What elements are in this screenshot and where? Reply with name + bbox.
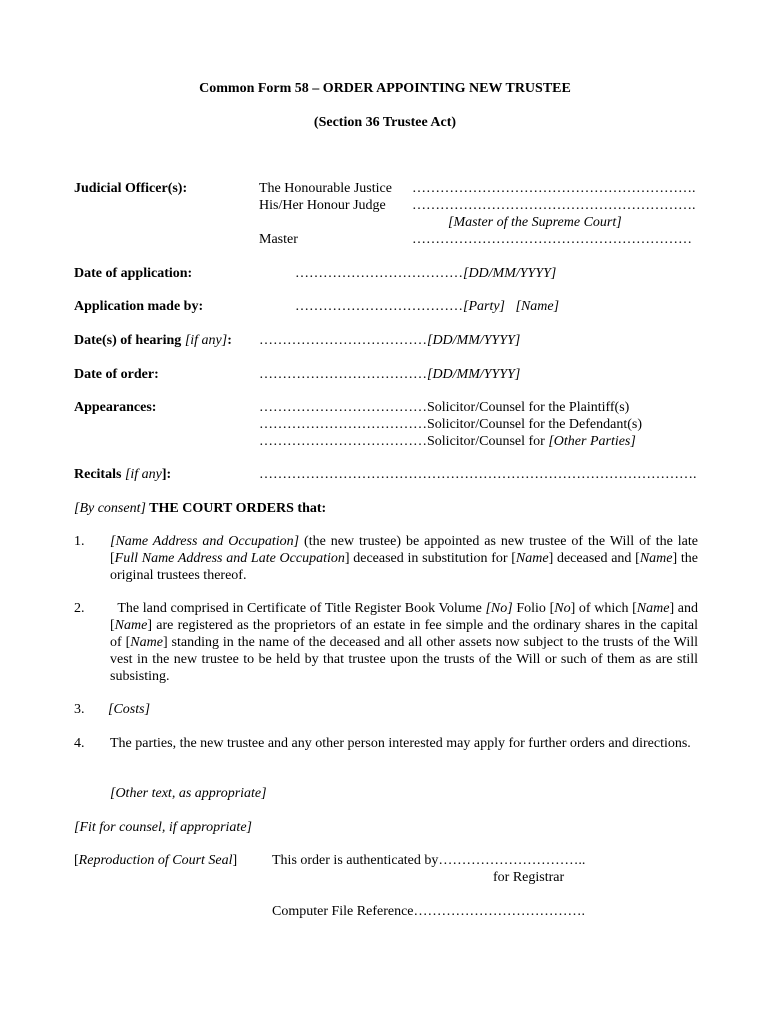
appearance-other-italic: [Other Parties]: [548, 434, 636, 449]
date-application-field: [295, 265, 556, 282]
application-by-dots: ………………………………: [295, 299, 463, 314]
item-2-volume-placeholder: [No]: [485, 601, 513, 616]
item-2-name-placeholder: Name: [636, 601, 670, 616]
orders-heading: [74, 500, 326, 517]
date-order-dots: ………………………………: [259, 367, 427, 382]
recitals-label-italic: [if any: [124, 467, 162, 482]
honourable-justice-text: The Honourable Justice: [259, 181, 392, 196]
item-2-text: [110, 600, 702, 685]
appearance-defendant: [259, 416, 642, 433]
fit-for-counsel: [Fit for counsel, if appropriate]: [74, 820, 252, 835]
item-2-name-placeholder-3: Name: [130, 635, 163, 650]
item-2-part-a: The land comprised in Certificate of Title Register Book Volume: [110, 601, 486, 616]
item-1-text: [110, 533, 698, 584]
date-hearing-label-colon: :: [227, 333, 232, 348]
appearance-defendant-dots: ………………………………: [259, 417, 427, 432]
document-subtitle: (Section 36 Trustee Act): [313, 115, 457, 130]
appearance-plaintiff-text: Solicitor/Counsel for the Plaintiff(s): [427, 400, 630, 415]
other-text: [Other text, as appropriate]: [110, 786, 267, 801]
authenticated-line: [272, 852, 585, 869]
item-2-part-e: ] of which [: [570, 601, 637, 616]
item-1-name-placeholder: [Name Address and Occupation]: [110, 534, 300, 549]
for-registrar: for Registrar: [493, 870, 565, 885]
computer-file-reference: [272, 903, 585, 920]
appearance-defendant-text: Solicitor/Counsel for the Defendant(s): [427, 417, 643, 432]
honour-judge-dots: …………………………………………………….: [412, 198, 696, 213]
file-reference-dots: ……………………………….: [413, 904, 586, 919]
document-title: Common Form 58 – ORDER APPOINTING NEW TRUSTEE: [199, 81, 571, 96]
item-2-folio-placeholder: No: [554, 601, 571, 616]
item-4-number: 4.: [74, 736, 85, 751]
appearance-plaintiff: [259, 399, 629, 416]
item-1-name-placeholder-2: Name: [515, 551, 549, 566]
seal-bracket-open: [: [74, 853, 79, 868]
application-by-value: [Party] [Name]: [463, 299, 560, 314]
authenticated-dots: …………………………..: [438, 853, 586, 868]
appearance-other-text: Solicitor/Counsel for: [427, 434, 549, 449]
item-1-part-h: ] the original trustees thereof.: [110, 551, 698, 583]
item-4-text: The parties, the new trustee and any other person interested may apply for further orders and directions.: [110, 736, 691, 751]
item-1-part-b: (the new trustee) be appointed as new trustee of the Will of the late [: [110, 534, 698, 566]
court-seal-placeholder: [74, 852, 237, 869]
item-1-fullname-placeholder: Full Name Address and Late Occupation: [114, 551, 345, 566]
item-2-part-i: ] are registered as the proprietors of an estate in fee simple and the ordinary shares in the capital of [: [110, 618, 702, 650]
date-application-dots: ………………………………: [295, 266, 463, 281]
item-2-number: 2.: [74, 601, 85, 616]
item-1-number: 1.: [74, 534, 85, 549]
appearance-plaintiff-dots: ………………………………: [259, 400, 427, 415]
date-order-label: Date of order:: [74, 367, 159, 382]
date-hearing-label-italic: [if any]: [184, 333, 228, 348]
date-application-label: Date of application:: [74, 266, 193, 281]
date-hearing-label: [74, 332, 232, 349]
master-text: Master: [259, 232, 298, 247]
item-2-part-g: ] and [: [110, 601, 702, 633]
date-application-value: [DD/MM/YYYY]: [463, 266, 557, 281]
master-supreme-court-text: [Master of the Supreme Court]: [448, 215, 622, 230]
item-2-name-placeholder-2: Name: [114, 618, 148, 633]
honour-judge-text: His/Her Honour Judge: [259, 198, 386, 213]
item-3-text: [Costs]: [108, 702, 151, 717]
application-by-field: [295, 298, 559, 315]
recitals-label-text: Recitals: [74, 467, 125, 482]
seal-bracket-close: ]: [232, 853, 238, 868]
date-hearing-dots: ………………………………: [259, 333, 427, 348]
date-order-field: [259, 366, 520, 383]
recitals-label: [74, 466, 171, 483]
recitals-dots: ………………………………………………………………………………….: [259, 467, 697, 482]
date-order-value: [DD/MM/YYYY]: [427, 367, 521, 382]
seal-text: Reproduction of Court Seal: [78, 853, 233, 868]
master-dots: ……………………………………………………: [412, 232, 692, 247]
date-hearing-label-text: Date(s) of hearing: [74, 333, 185, 348]
item-2-part-c: Folio [: [512, 601, 555, 616]
appearance-other-dots: ………………………………: [259, 434, 427, 449]
item-1-name-placeholder-3: Name: [639, 551, 673, 566]
application-by-label: Application made by:: [74, 299, 204, 314]
date-hearing-value: [DD/MM/YYYY]: [427, 333, 521, 348]
item-3-number: 3.: [74, 702, 85, 717]
orders-heading-text: THE COURT ORDERS that:: [145, 501, 327, 516]
item-1-part-d: ] deceased in substitution for [: [344, 551, 516, 566]
authenticated-text: This order is authenticated by: [272, 853, 439, 868]
appearances-label: Appearances:: [74, 400, 157, 415]
appearance-other: [259, 433, 636, 450]
judicial-officer-label: Judicial Officer(s):: [74, 181, 188, 196]
date-hearing-field: [259, 332, 520, 349]
recitals-label-end: ]:: [161, 467, 172, 482]
orders-heading-consent: [By consent]: [74, 501, 146, 516]
item-2-part-k: ] standing in the name of the deceased and all other assets now subject to the trusts of the Will vest in the new trustee to be held by that trustee upon the trusts of the Will or such of them as are still subsisting.: [110, 635, 702, 684]
item-1-part-f: ] deceased and [: [548, 551, 640, 566]
honourable-justice-dots: …………………………………………………….: [412, 181, 696, 196]
file-reference-text: Computer File Reference: [272, 904, 414, 919]
